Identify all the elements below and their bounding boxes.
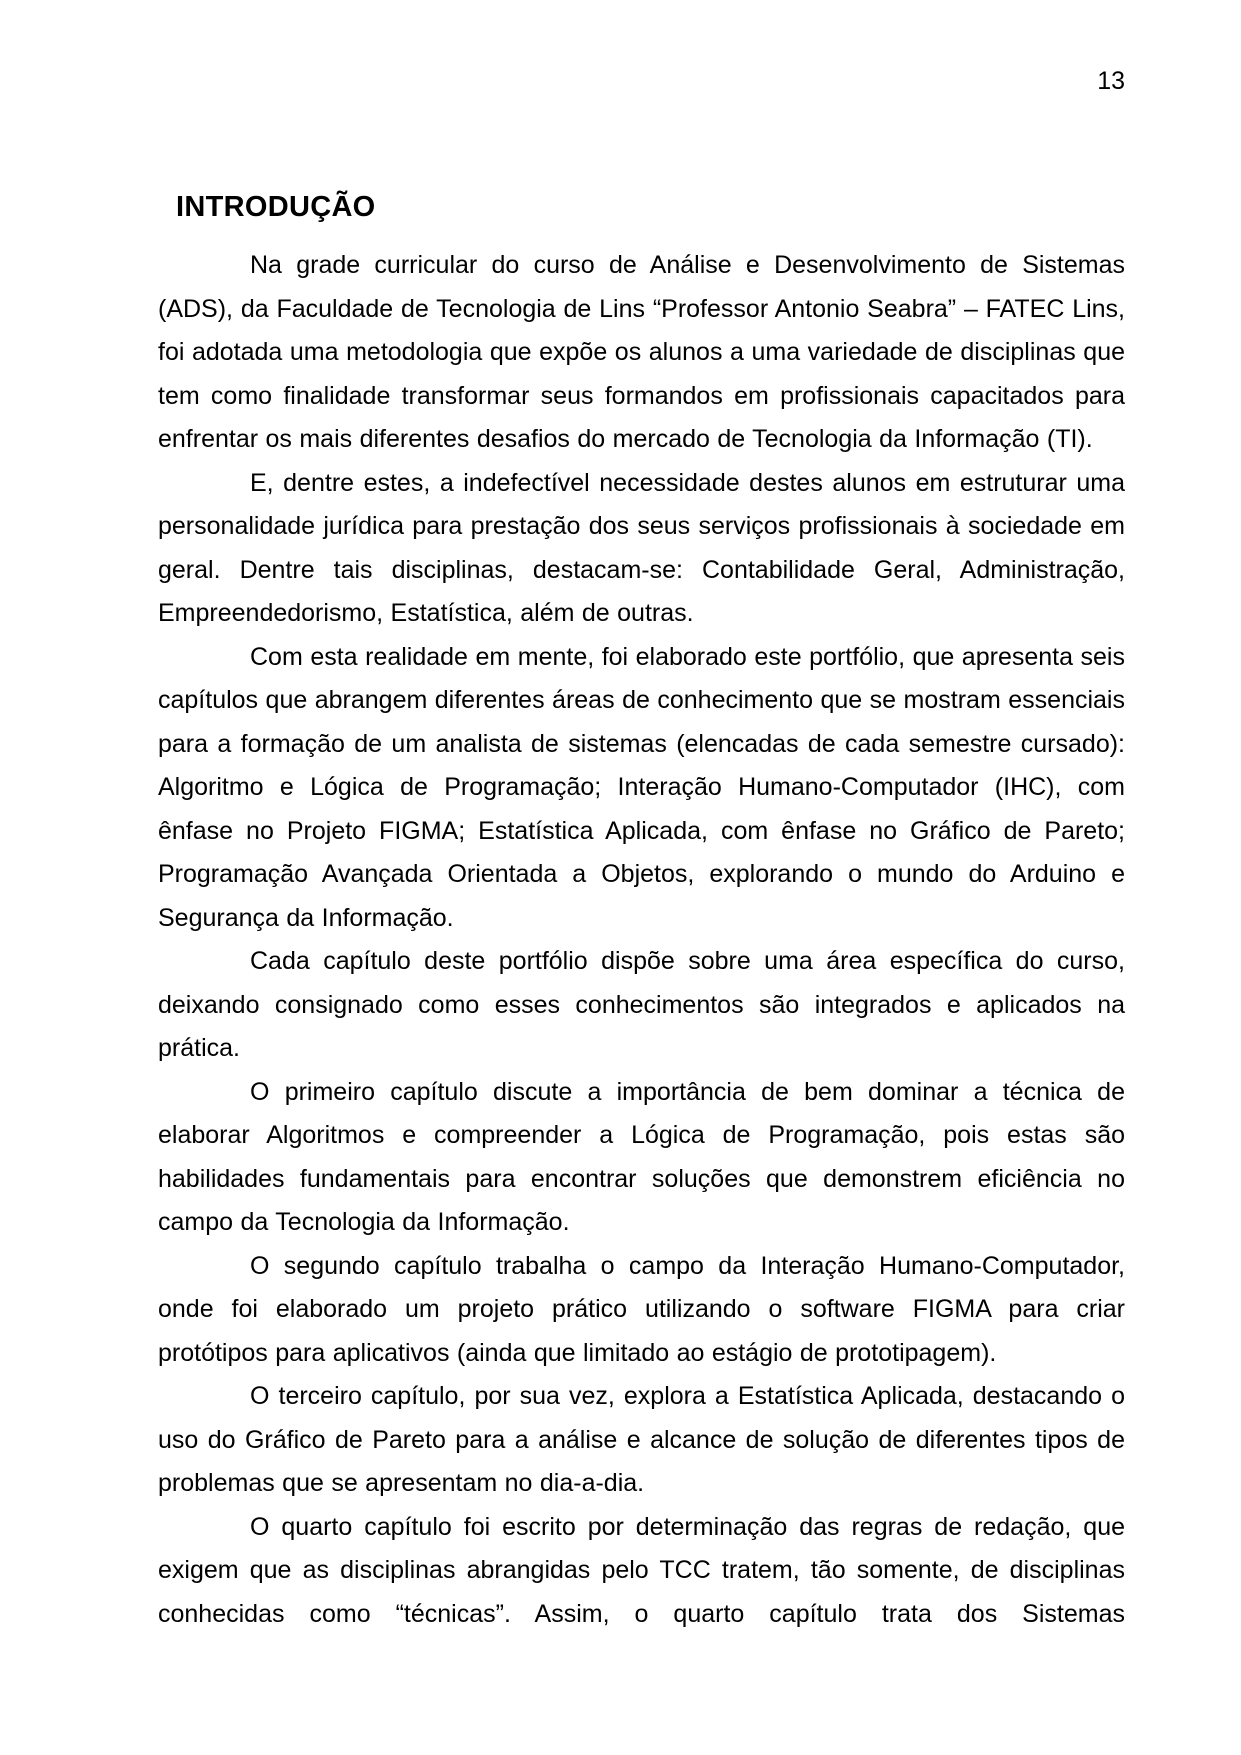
section-heading: INTRODUÇÃO bbox=[176, 191, 376, 224]
paragraph: O quarto capítulo foi escrito por determinação das regras de redação, que exigem que as disciplinas abrangidas pelo TCC tratem, tão somente, de disciplinas conhecidas como “técnicas”. Assim, o quarto capítulo trata dos Sistemas bbox=[158, 1512, 1125, 1628]
page-number: 13 bbox=[1097, 67, 1125, 95]
paragraph: Com esta realidade em mente, foi elaborado este portfólio, que apresenta seis capítulos que abrangem diferentes áreas de conhecimento que se mostram essenciais para a formação de um analista de sistemas (elencadas de cada semestre cursado): Algoritmo e Lógica de Programação; Interação Humano-Computador (IHC), com ênfase no Projeto FIGMA; Estatística Aplicada, com ênfase no Gráfico de Pareto; Programação Avançada Orientada a Objetos, explorando o mundo do Arduino e Segurança da Informação. bbox=[158, 642, 1125, 932]
paragraph: O segundo capítulo trabalha o campo da Interação Humano-Computador, onde foi elaborado um projeto prático utilizando o software FIGMA para criar protótipos para aplicativos (ainda que limitado ao estágio de prototipagem). bbox=[158, 1251, 1125, 1367]
body-text bbox=[158, 244, 1125, 1636]
paragraph: E, dentre estes, a indefectível necessidade destes alunos em estruturar uma personalidade jurídica para prestação dos seus serviços profissionais à sociedade em geral. Dentre tais disciplinas, destacam-se: Contabilidade Geral, Administração, Empreendedorismo, Estatística, além de outras. bbox=[158, 468, 1125, 627]
paragraph: Na grade curricular do curso de Análise e Desenvolvimento de Sistemas (ADS), da Faculdade de Tecnologia de Lins “Professor Antonio Seabra” – FATEC Lins, foi adotada uma metodologia que expõe os alunos a uma variedade de disciplinas que tem como finalidade transformar seus formandos em profissionais capacitados para enfrentar os mais diferentes desafios do mercado de Tecnologia da Informação (TI). bbox=[158, 251, 1125, 453]
paragraph: O primeiro capítulo discute a importância de bem dominar a técnica de elaborar Algoritmos e compreender a Lógica de Programação, pois estas são habilidades fundamentais para encontrar soluções que demonstrem eficiência no campo da Tecnologia da Informação. bbox=[158, 1077, 1125, 1236]
paragraph: Cada capítulo deste portfólio dispõe sobre uma área específica do curso, deixando consignado como esses conhecimentos são integrados e aplicados na prática. bbox=[158, 947, 1125, 1062]
paragraph: O terceiro capítulo, por sua vez, explora a Estatística Aplicada, destacando o uso do Gráfico de Pareto para a análise e alcance de solução de diferentes tipos de problemas que se apresentam no dia-a-dia. bbox=[158, 1382, 1125, 1497]
